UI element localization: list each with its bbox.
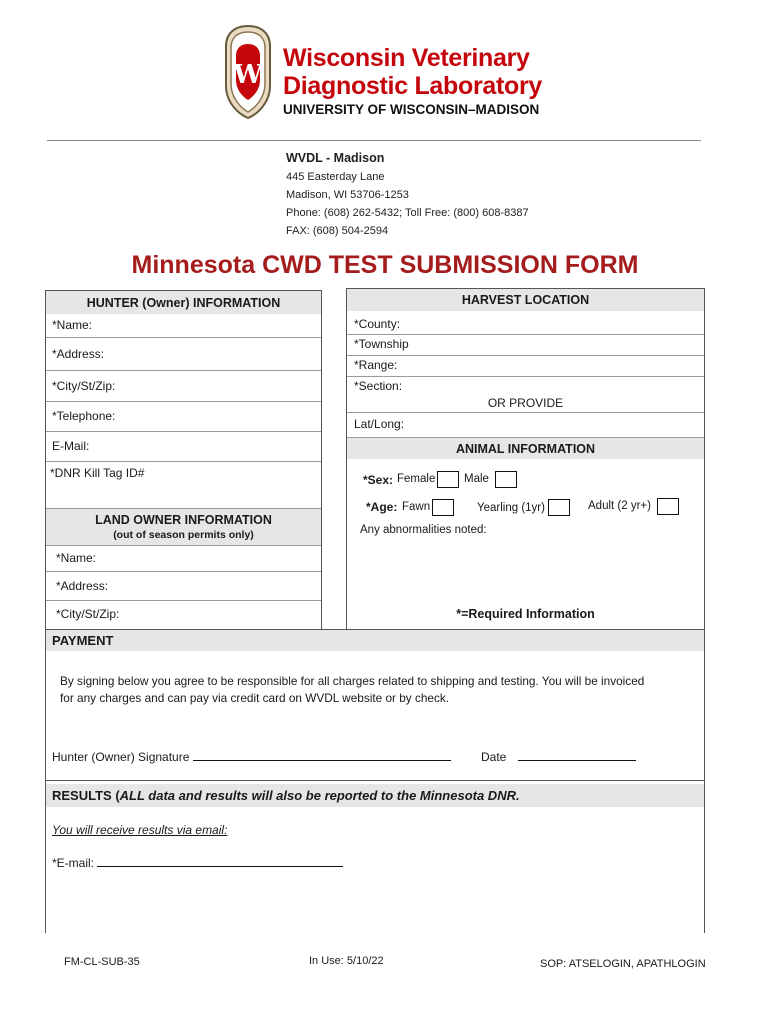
female-checkbox[interactable]	[437, 471, 459, 488]
lab-city: Madison, WI 53706-1253	[286, 189, 409, 201]
fawn-label: Fawn	[402, 501, 431, 513]
hunter-email-field[interactable]	[46, 461, 321, 462]
lab-phone: Phone: (608) 262-5432; Toll Free: (800) 608-8387	[286, 207, 529, 219]
harvest-township-field[interactable]	[347, 355, 704, 356]
hunter-city-field[interactable]	[46, 401, 321, 402]
land-owner-heading: LAND OWNER INFORMATION	[95, 513, 272, 527]
hunter-telephone-field[interactable]	[46, 431, 321, 432]
date-label: Date	[481, 750, 507, 764]
hunter-address-field[interactable]	[46, 370, 321, 371]
land-owner-city-field[interactable]	[46, 601, 321, 631]
land-owner-divider	[46, 545, 321, 546]
hunter-address-label: *Address:	[52, 347, 105, 361]
harvest-heading: HARVEST LOCATION	[461, 293, 590, 307]
payment-text-line2: for any charges and can pay via credit card on WVDL website or by check.	[60, 691, 450, 705]
results-heading	[52, 788, 520, 803]
hunter-city-label: *City/St/Zip:	[52, 379, 116, 393]
land-owner-subheading: (out of season permits only)	[113, 529, 254, 541]
land-owner-address-label: *Address:	[56, 579, 109, 593]
yearling-checkbox[interactable]	[548, 499, 570, 516]
crest-letter: W	[233, 60, 263, 90]
dnr-tag-label: *DNR Kill Tag ID#	[50, 466, 145, 480]
hunter-name-label: *Name:	[52, 318, 93, 332]
signature-label: Hunter (Owner) Signature	[52, 750, 190, 764]
brand-line-2: Diagnostic Laboratory	[283, 72, 543, 100]
female-label: Female	[397, 473, 436, 485]
harvest-range-field[interactable]	[347, 376, 704, 377]
signature-field[interactable]	[193, 760, 451, 761]
results-email-row	[52, 856, 343, 870]
footer-form-id: FM-CL-SUB-35	[64, 956, 140, 968]
harvest-county-label: *County:	[354, 317, 401, 331]
latlong-label: Lat/Long:	[354, 417, 405, 431]
payment-text-line1: By signing below you agree to be responsible for all charges related to shipping and testing. You will be invoiced	[60, 674, 645, 688]
uw-crest-logo	[220, 24, 276, 120]
animal-heading: ANIMAL INFORMATION	[455, 442, 596, 456]
hunter-heading: HUNTER (Owner) INFORMATION	[86, 296, 281, 310]
or-provide-label: OR PROVIDE	[487, 396, 564, 410]
form-title: Minnesota CWD TEST SUBMISSION FORM	[131, 251, 639, 279]
lab-street: 445 Easterday Lane	[286, 171, 385, 183]
footer-in-use: In Use: 5/10/22	[309, 955, 384, 967]
harvest-section-field[interactable]	[347, 412, 704, 413]
yearling-label: Yearling (1yr)	[477, 502, 545, 514]
results-heading-italic: ALL data and results will also be reported to the Minnesota DNR.	[119, 788, 520, 803]
harvest-range-label: *Range:	[354, 358, 398, 372]
date-field[interactable]	[518, 760, 636, 761]
sex-label: *Sex:	[363, 473, 394, 487]
land-owner-city-label: *City/St/Zip:	[56, 607, 120, 621]
harvest-section-label: *Section:	[354, 379, 403, 393]
abnormalities-field[interactable]	[347, 538, 704, 598]
lab-fax: FAX: (608) 504-2594	[286, 225, 389, 237]
payment-heading: PAYMENT	[52, 633, 114, 648]
results-email-label: *E-mail:	[52, 856, 95, 870]
payment-header-bg	[46, 630, 704, 651]
male-checkbox[interactable]	[495, 471, 517, 488]
date-row	[481, 750, 636, 764]
brand-line-3: UNIVERSITY OF WISCONSIN–MADISON	[283, 102, 540, 117]
header-divider	[47, 140, 701, 141]
lab-name: WVDL - Madison	[286, 151, 385, 165]
land-owner-name-label: *Name:	[56, 551, 97, 565]
dnr-tag-field[interactable]	[46, 463, 321, 508]
harvest-township-label: *Township	[354, 337, 409, 351]
adult-label: Adult (2 yr+)	[588, 500, 651, 512]
footer-sop: SOP: ATSELOGIN, APATHLOGIN	[540, 958, 706, 970]
male-label: Male	[464, 473, 489, 485]
harvest-county-field[interactable]	[347, 334, 704, 335]
required-note: *=Required Information	[456, 607, 595, 621]
adult-checkbox[interactable]	[657, 498, 679, 515]
hunter-email-label: E-Mail:	[52, 439, 90, 453]
results-heading-prefix: RESULTS (	[52, 788, 120, 803]
abnormalities-label: Any abnormalities noted:	[360, 524, 487, 536]
signature-row	[52, 750, 451, 764]
results-email-field[interactable]	[97, 866, 343, 867]
brand-line-1: Wisconsin Veterinary	[283, 44, 530, 72]
fawn-checkbox[interactable]	[432, 499, 454, 516]
results-via-email: You will receive results via email:	[52, 823, 228, 837]
hunter-name-field[interactable]	[46, 337, 321, 338]
hunter-telephone-label: *Telephone:	[52, 409, 116, 423]
age-label: *Age:	[366, 500, 398, 514]
land-owner-name-field[interactable]	[46, 571, 321, 572]
